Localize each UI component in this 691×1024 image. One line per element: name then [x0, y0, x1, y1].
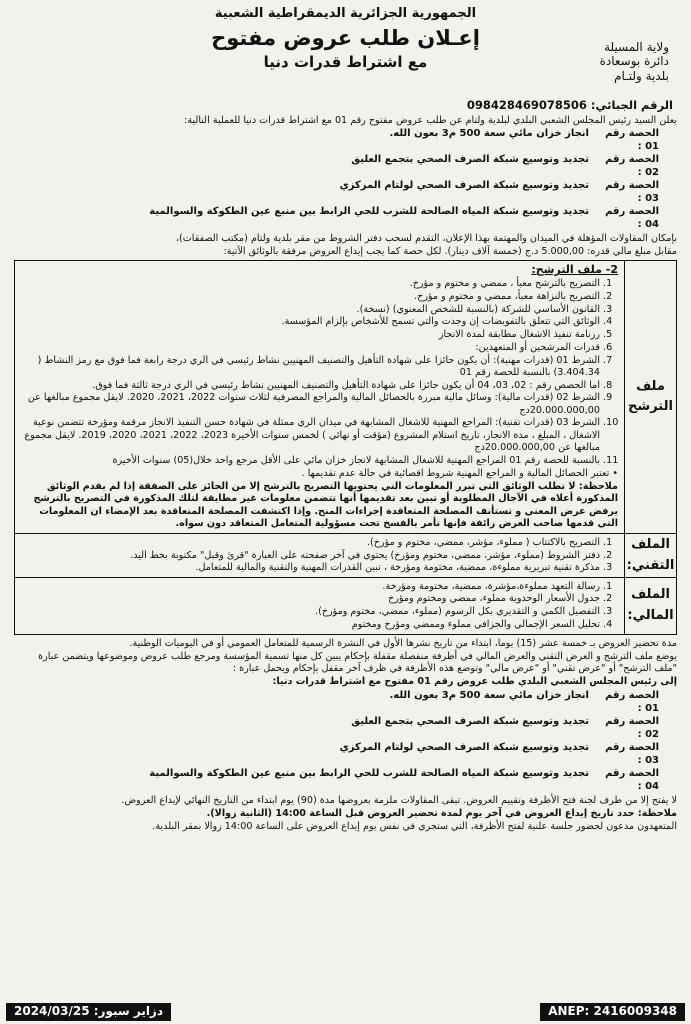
list-item: 1. رسالة التعهد مملوءة،مؤشرة، ممضية، مختومة ومؤرخة.	[19, 581, 600, 593]
candidacy-label: ملف الترشح	[624, 261, 676, 533]
list-item: 4. الوثائق التي تتعلق بالتفويضات إن وجدت والتي تسمح للأشخاص بإلزام المؤسسة.	[19, 316, 600, 328]
commune: بلدية ولتـام	[614, 68, 669, 83]
lot-item: الحصة رقم 01 : انجاز خزان مائي سعة 500 م3 بعون الله.	[389, 689, 659, 714]
eligibility-text: بإمكان المقاولات المؤهلة في الميدان والمهتمة بهذا الإعلان، التقدم لسحب دفتر الشروط من مقر بلدية ولتام (مكتب الصفقات)،	[175, 232, 677, 244]
publication-date: دزاير سبور: 2024/03/25	[6, 1003, 171, 1020]
technical-content	[15, 534, 624, 577]
financial-content	[15, 578, 624, 634]
list-item: 2. جدول الأسعار الوحدوية مملوء، ممضي ومختوم ومؤرخ	[19, 593, 600, 605]
list-item: 10. الشرط 03 (قدرات تقنية): المراجع المهنية للاشغال المشابهة في ميدان الري ممثلة في شهادة حسن التنفيذ الانجاز مرقمة ومؤرخة تتضمن نوعية الاشغال ، المبلغ ، مدة الانجاز، تاريخ استلام المشروع (مؤقت أو نهائي ) لخمس سنوات الأخيرة 2023، 2022، 2021، 2020، 2019. لايقل مجموع مبالغها عن 20.000.000,00دج	[19, 417, 600, 454]
envelopes-text: يوضع ملف الترشح و العرض التقني والعرض المالي في أظرفة منفصلة مقفلة بإحكام يبين كل منها تسمية المؤسسة ومرجع طلب عروض وموضوعها ويتضمن عبارة "ملف الترشح" أو "عرض تقني" أو "عرض مالي" وتوضع هذه الأظرفة في ظرف آخر مقفل بإحكام ويحمل عبارة :	[38, 650, 677, 675]
daira: دائرة بوسعادة	[599, 54, 669, 69]
list-item: 1. التصريح بالاكتتاب ( مملوء، مؤشر، ممضي، مختوم و مؤرخ).	[19, 537, 600, 549]
lot-item: الحصة رقم 03 : تجديد وتوسيع شبكة الصرف الصحي لولتام المركزي	[339, 741, 659, 766]
footer	[6, 1004, 685, 1020]
list-item: 11. بالنسبة للحصة رقم 01 المراجع المهنية للاشغال المشابهة لانجاز خزان مائي على الأقل مرجع واحد خلال(05) سنوات الأخيرة	[19, 455, 600, 467]
invitation-text: المتعهدون مدعون لحضور جلسة علنية لفتح الأظرفة، التي ستجري في نفس يوم إيداع العروض على الساعة 14:00 زوالا بمقر البلدية.	[152, 821, 677, 833]
fee-text: مقابل مبلغ مالي قدره: 5.000,00 د.ج (خمسة آلاف دينار). لكل حصة كما يجب إيداع العروض مرفقة بالوثائق الآتية:	[223, 246, 677, 258]
list-item: 1. التصريح بالترشح معبأ ، ممضي و مختوم و مؤرخ.	[19, 278, 600, 290]
deposit-note: ملاحظة: حدد تاريخ إيداع العروض في آخر يوم لمدة تحضير العروض قبل الساعة 14:00 (الثانية زوالا).	[206, 807, 677, 819]
tax-number: الرقم الجبائي: 098428469078506	[466, 98, 673, 112]
list-item: 8. اما الحصص رقم : 02، 03، 04 أن يكون حائزا على شهادة التأهيل والتصنيف المهنيين نشاط رئيسي في الري درجة ثالثة فما فوق.	[19, 380, 600, 392]
candidacy-content	[15, 261, 624, 533]
lot-item: الحصة رقم 04 : تجديد وتوسيع شبكة المياه الصالحة للشرب للحي الرابط بين منبع عين الطكوكة والسوالمية	[149, 206, 659, 231]
lot-item: الحصة رقم 01 : انجاز خزان مائي سعة 500 م3 بعون الله.	[389, 127, 659, 152]
candidacy-row	[15, 261, 676, 534]
candidacy-list	[19, 278, 618, 467]
candidacy-heading: 2- ملف الترشح:	[531, 263, 618, 277]
announcement-title: إعـلان طلب عروض مفتوح	[211, 25, 480, 50]
list-item: 2. التصريح بالنزاهة معبأ، ممضي و مختوم و مؤرخ.	[19, 291, 600, 303]
list-item: 4. تحليل السعر الإجمالي والجزافي مملوء وممضي ومؤرخ ومختوم	[19, 619, 600, 631]
wilaya: ولاية المسيلة	[604, 40, 669, 54]
list-item: 7. الشرط 01 (قدرات مهنية): أن يكون حائزا على شهادة التأهيل والتصنيف المهنيين نشاط رئيسي في الري درجة رابعة فما فوق مع رمز النشاط ( 3.404.34) بالنسبة للحصة رقم 01	[19, 355, 600, 380]
address-line: إلى رئيس المجلس الشعبي البلدي طلب عروض رقم 01 مفتوح مع اشتراط قدرات دنيا:	[272, 676, 677, 688]
list-item: 3. مذكرة تقنية تبريرية مملوءة، ممضية، مختومة ومؤرخة ، تبين القدرات المهنية والتقنية والمالية للمتعامل.	[19, 562, 600, 574]
intro-text: يعلن السيد رئيس المجلس الشعبي البلدي لبلدية ولتام عن طلب عروض مفتوح رقم 01 مع اشتراط قدرات دنيا للعملية التالية:	[184, 114, 677, 126]
anep-reference: ANEP: 2416009348	[540, 1003, 685, 1020]
financial-row	[15, 578, 676, 634]
list-item: 9. الشرط 02 (قدرات مالية): وسائل مالية مبررة بالحصائل المالية والمراجع المصرفية لثلاث سنوات 2022، 2021، 2020. لايقل مجموع مبالغها عن 20.000.000,00دج	[19, 392, 600, 417]
announcement-subtitle: مع اشتراط قدرات دنيا	[263, 52, 428, 71]
deadline-text: مدة تحضير العروض بـ خمسة عشر (15) يوما، ابتداء من تاريخ نشرها الأول في النشرة الرسمية للمتعامل العمومي أو في اليوميات الوطنية.	[129, 637, 677, 649]
list-item: 3. القانون الأساسي للشركة (بالنسبة للشخص المعنوي) (نسخة).	[19, 304, 600, 316]
republic-title: الجمهورية الجزائرية الديمقراطية الشعبية	[214, 6, 477, 21]
technical-list	[19, 537, 618, 575]
list-item: 5. رزنامة تنفيذ الاشغال مطابقة لمدة الانجاز	[19, 329, 600, 341]
technical-label: الملف التقني:	[624, 534, 676, 577]
list-item: 3. التفصيل الكمي و التقديري بكل الرسوم (مملوء، ممضي، مختوم ومؤرخ).	[19, 606, 600, 618]
list-item: 6. قدرات المرشحين أو المتعهدين:	[19, 342, 600, 354]
administration-block	[600, 40, 669, 83]
lot-item: الحصة رقم 04 : تجديد وتوسيع شبكة المياه الصالحة للشرب للحي الرابط بين منبع عين الطكوكة والسوالمية	[149, 767, 659, 792]
closing-section	[14, 638, 677, 834]
no-open-text: لا يفتح إلا من طرف لجنة فتح الأظرفة وتقييم العروض. تبقى المقاولات ملزمة بعروضها مدة (90) يوم ابتداء من التاريخ النهائي لإيداع العروض.	[121, 794, 677, 806]
financial-label: الملف المالي:	[624, 578, 676, 634]
lot-item: الحصة رقم 02 : تجديد وتوسيع شبكة الصرف الصحي بتجمع العليق	[351, 715, 659, 740]
header	[14, 6, 677, 98]
financial-list	[19, 581, 618, 632]
bullet-note: • تعتبر الحصائل المالية و المراجع المهنية شروط اقصائية في حالة عدم تقديمها .	[301, 467, 618, 479]
lots-list	[14, 128, 677, 232]
candidacy-note: ملاحظة: لا تطلب الوثائق التي تبرر المعلومات التي يحتويها التصريح بالترشح إلا من الحائز على الصفقة إذا لم يقدم الوثائق المذكورة أعلاه في الآجال المطلوبة أو تبين بعد تقديمها أنها تتضمن معلومات غير مطابقة لتلك المذكورة في التصريح بالترشح يرفض عرض المعني و تستأنف المصلحة المتعاقدة إجراءات المنح. وإذا اكتشفت المصلحة المتعاقدة بعد الإمضاء ان المعلومات التي قدمها صاحب العرض زائفة فإنها تأمر بالفسخ تحت مسؤولية المتعامل المتعاقد دون سواه.	[33, 481, 618, 530]
documents-table	[14, 260, 677, 634]
lot-item: الحصة رقم 02 : تجديد وتوسيع شبكة الصرف الصحي بتجمع العليق	[351, 154, 659, 178]
lot-item: الحصة رقم 03 : تجديد وتوسيع شبكة الصرف الصحي لولتام المركزي	[339, 180, 659, 204]
list-item: 2. دفتر الشروط (مملوء، مؤشر، ممضي، مختوم ومؤرخ) يحتوي في آخر صفحته على العبارة "قرئ وقبل" مكتوبة بخط اليد.	[19, 550, 600, 562]
technical-row	[15, 534, 676, 578]
